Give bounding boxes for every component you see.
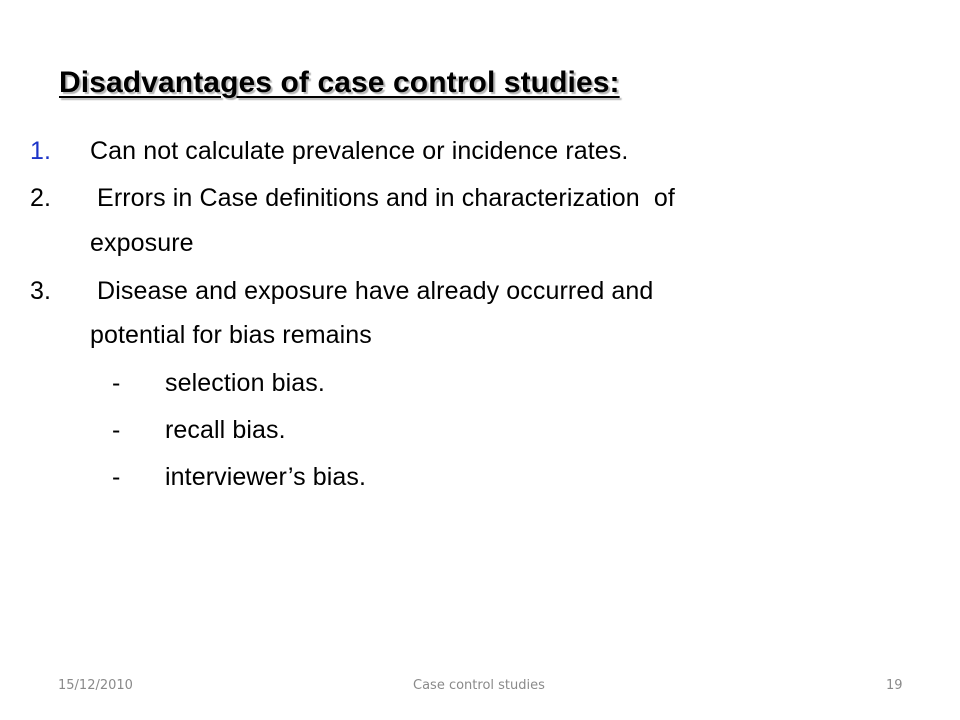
list-item-number: 2. xyxy=(30,184,52,212)
slide-title: Disadvantages of case control studies: xyxy=(59,66,620,99)
sub-list-text: interviewer’s bias. xyxy=(165,463,367,491)
list-item-number: 1. xyxy=(30,137,52,165)
list-item-number: 3. xyxy=(30,277,52,305)
list-item-continuation-text: potential for bias remains xyxy=(90,321,372,349)
list-item-text: Errors in Case definitions and in characterization of xyxy=(90,184,675,212)
list-item-text: Can not calculate prevalence or incidence rates. xyxy=(90,137,629,165)
sub-list-text: recall bias. xyxy=(165,416,286,444)
footer-title: Case control studies xyxy=(413,678,545,693)
sub-list-marker: - xyxy=(112,369,121,397)
sub-list-marker: - xyxy=(112,416,121,444)
page-number: 19 xyxy=(886,678,903,693)
footer-date: 15/12/2010 xyxy=(58,678,133,693)
list-item-continuation-text: exposure xyxy=(90,229,194,257)
list-item-text: Disease and exposure have already occurred and xyxy=(90,277,654,305)
sub-list-text: selection bias. xyxy=(165,369,325,397)
sub-list-marker: - xyxy=(112,463,121,491)
